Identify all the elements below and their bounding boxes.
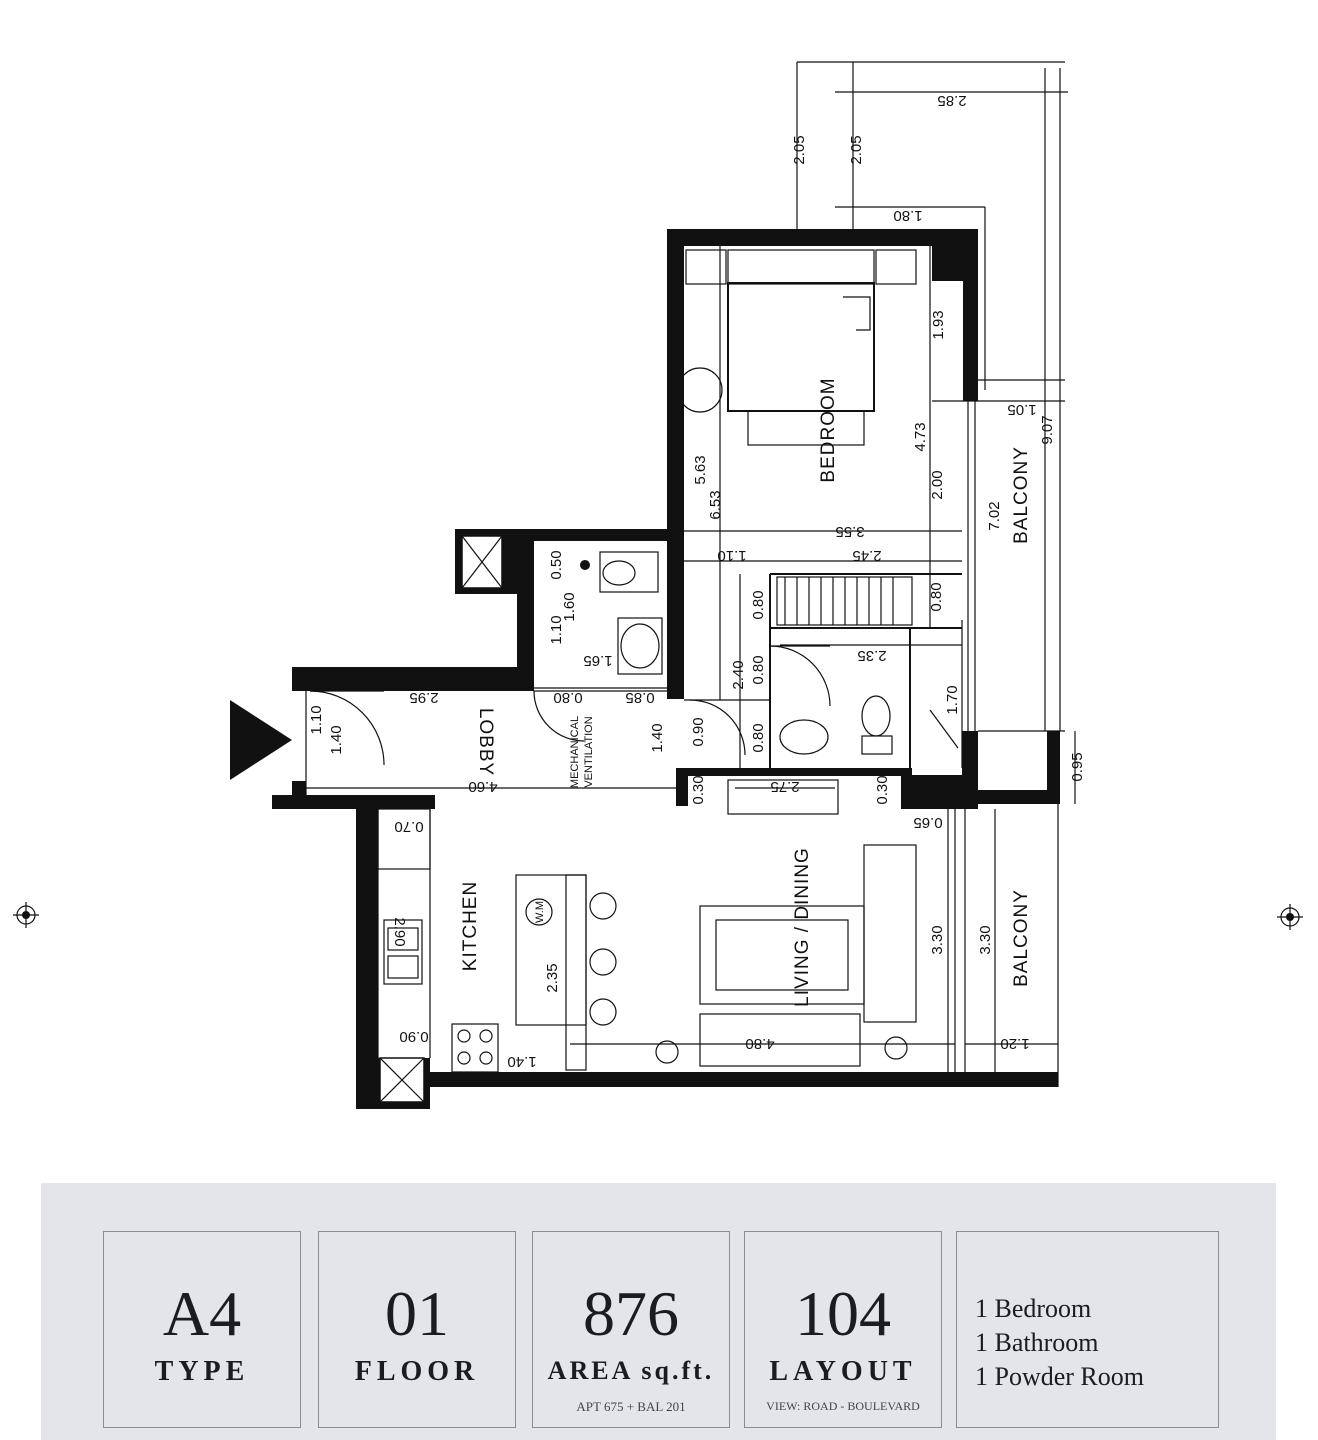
dim-1-40-a: 1.40: [328, 725, 345, 755]
dim-0-30-b: 0.30: [874, 775, 891, 805]
registration-mark-left-icon: [13, 902, 39, 928]
dim-2-95: 2.95: [409, 689, 439, 706]
walls: [272, 229, 1060, 1109]
type-label: TYPE: [154, 1356, 250, 1387]
layout-card: [744, 1231, 942, 1428]
dim-9-07: 9.07: [1039, 415, 1056, 445]
type-value: A4: [162, 1278, 242, 1349]
dim-2-90: 2.90: [391, 917, 408, 947]
dim-0-85: 0.85: [625, 689, 655, 706]
dim-5-63: 5.63: [692, 455, 709, 485]
feature-bathroom: 1 Bathroom: [975, 1328, 1099, 1357]
partitions: [306, 62, 1065, 1087]
dim-1-05: 1.05: [1007, 401, 1037, 418]
floor-label: FLOOR: [354, 1356, 480, 1387]
dim-0-50: 0.50: [548, 550, 565, 580]
entrance-arrow-icon: [230, 700, 292, 780]
room-label-balcony-top: BALCONY: [1011, 446, 1032, 544]
dim-0-95: 0.95: [1069, 752, 1086, 782]
dim-0-65: 0.65: [913, 814, 943, 831]
entry-doors: [310, 691, 745, 765]
dim-0-30-a: 0.30: [690, 775, 707, 805]
dim-0-90-b: 0.90: [399, 1028, 429, 1045]
dim-7-02: 7.02: [986, 501, 1003, 531]
label-ventilation: VENTILATION: [583, 716, 595, 788]
dim-3-55: 3.55: [835, 523, 865, 540]
type-card: [103, 1231, 301, 1428]
room-label-living-dining: LIVING / DINING: [792, 847, 813, 1007]
dim-2-40: 2.40: [730, 660, 747, 690]
features-list: [975, 1292, 1144, 1394]
dim-1-65: 1.65: [583, 652, 613, 669]
area-label: AREA sq.ft.: [547, 1356, 715, 1385]
dim-1-40-b: 1.40: [649, 723, 666, 753]
dim-6-53: 6.53: [707, 490, 724, 520]
floor-value: 01: [385, 1278, 449, 1349]
dim-3-30-b: 3.30: [977, 925, 994, 955]
dim-1-93: 1.93: [930, 310, 947, 340]
registration-mark-right-icon: [1277, 904, 1303, 930]
room-label-balcony-bottom: BALCONY: [1011, 889, 1032, 987]
dim-2-05-b: 2.05: [848, 135, 865, 165]
dim-2-00: 2.00: [929, 470, 946, 500]
label-mechanical: MECHANICAL: [569, 715, 581, 789]
dim-1-10-b: 1.10: [548, 615, 565, 645]
room-label-kitchen: KITCHEN: [460, 880, 481, 972]
features-card: [956, 1231, 1219, 1428]
dim-2-35-b: 2.35: [544, 963, 561, 993]
floor-card: [318, 1231, 516, 1428]
dim-1-60: 1.60: [561, 592, 578, 622]
dim-0-80-b: 0.80: [750, 590, 767, 620]
dim-1-20: 1.20: [1000, 1035, 1030, 1052]
label-washing-machine: W.M: [534, 901, 546, 923]
dim-1-70: 1.70: [944, 685, 961, 715]
area-card: [532, 1231, 730, 1428]
dim-1-80: 1.80: [893, 207, 923, 224]
area-note: APT 675 + BAL 201: [576, 1399, 686, 1414]
room-label-lobby: LOBBY: [475, 707, 496, 777]
bar-stools: [590, 893, 616, 1025]
dim-0-70: 0.70: [394, 818, 424, 835]
dim-1-10-c: 1.10: [308, 705, 325, 735]
dim-0-80-a: 0.80: [928, 582, 945, 612]
dim-4-60: 4.60: [468, 778, 498, 795]
dim-4-80: 4.80: [745, 1035, 775, 1052]
dim-2-45: 2.45: [852, 547, 882, 564]
dim-2-05-a: 2.05: [791, 135, 808, 165]
feature-bedroom: 1 Bedroom: [975, 1294, 1092, 1323]
dim-1-40-c: 1.40: [507, 1053, 537, 1070]
dim-2-35: 2.35: [857, 647, 887, 664]
area-value: 876: [583, 1278, 679, 1349]
room-label-bedroom: BEDROOM: [818, 377, 839, 483]
dim-0-90: 0.90: [690, 717, 707, 747]
dim-3-30-a: 3.30: [929, 925, 946, 955]
dim-0-80-e: 0.80: [750, 723, 767, 753]
stairs: [777, 577, 912, 625]
layout-value: 104: [795, 1278, 891, 1349]
dim-0-80-c: 0.80: [750, 655, 767, 685]
living-furniture: [656, 780, 916, 1066]
dim-1-10: 1.10: [717, 547, 747, 564]
dim-2-75: 2.75: [770, 778, 800, 795]
layout-note: VIEW: ROAD - BOULEVARD: [766, 1399, 920, 1413]
dim-4-73: 4.73: [912, 422, 929, 452]
layout-label: LAYOUT: [769, 1356, 917, 1387]
bed: [678, 250, 916, 445]
dim-0-80-d: 0.80: [553, 689, 583, 706]
feature-powder-room: 1 Powder Room: [975, 1362, 1144, 1391]
dim-2-85: 2.85: [937, 92, 967, 109]
